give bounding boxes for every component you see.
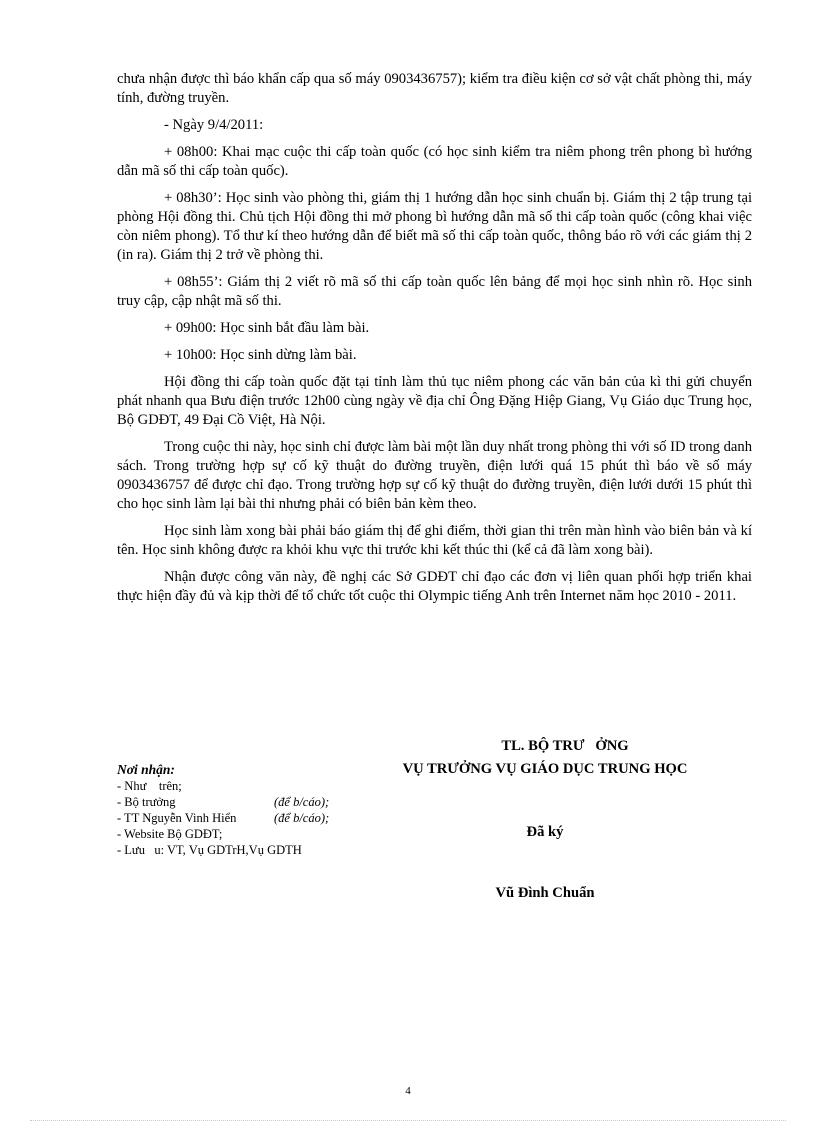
- paragraph-8: Hội đồng thi cấp toàn quốc đặt tại tỉnh làm thủ tục niêm phong các văn bản của kì thi gửi chuyển phát nhanh qua Bưu điện trước 12h00 cùng ngày về địa chỉ Ông Đặng Hiệp Giang, Vụ Giáo dục Trung học, Bộ GDĐT, 49 Đại Cồ Việt, Hà Nội.: [117, 374, 752, 428]
- signature-title: VỤ TRƯỞNG VỤ GIÁO DỤC TRUNG HỌC: [402, 761, 688, 777]
- paragraph-6: + 09h00: Học sinh bắt đầu làm bài.: [164, 320, 370, 336]
- paragraph-7: + 10h00: Học sinh dừng làm bài.: [164, 347, 357, 363]
- recipients-block: [117, 762, 367, 858]
- page-bottom-divider: [30, 1120, 786, 1121]
- recipient-item: [117, 826, 367, 842]
- paragraph-4: + 08h30’: Học sinh vào phòng thi, giám thị 1 hướng dẫn học sinh chuẩn bị. Giám thị 2 tập trung tại phòng Hội đồng thi. Chủ tịch Hội đồng thi mở phong bì hướng dẫn mã số thi cấp toàn quốc (công khai việc còn niêm phong). Tổ thư kí theo hướng dẫn để biết mã số thi cấp toàn quốc, thông báo rõ với các giám thị 2 (in ra). Giám thị 2 trở về phòng thi.: [117, 190, 752, 263]
- recipient-item: [117, 810, 367, 826]
- recipients-title: Nơi nhận:: [117, 762, 175, 777]
- recipient-label: - Lưu u: VT, Vụ GDTrH,Vụ GDTH: [117, 843, 302, 857]
- paragraph-2: - Ngày 9/4/2011:: [164, 117, 264, 133]
- document-body: [117, 70, 752, 614]
- recipient-label: - TT Nguyễn Vinh Hiển: [117, 811, 237, 825]
- recipient-item: [117, 794, 367, 810]
- recipient-note: (để b/cáo);: [274, 811, 330, 825]
- page-number: 4: [405, 1085, 411, 1097]
- paragraph-10: Học sinh làm xong bài phải báo giám thị để ghi điểm, thời gian thi trên màn hình vào biên bản và kí tên. Học sinh không được ra khỏi khu vực thi trước khi kết thúc thi (kể cả đã làm xong bài).: [117, 523, 752, 558]
- signature-authority: TL. BỘ TRƯ ỞNG: [501, 738, 629, 754]
- signer-name: Vũ Đình Chuẩn: [495, 885, 595, 901]
- paragraph-11: Nhận được công văn này, đề nghị các Sở GDĐT chỉ đạo các đơn vị liên quan phối hợp triển khai thực hiện đầy đủ và kịp thời để tổ chức tốt cuộc thi Olympic tiếng Anh trên Internet năm học 2010 - 2011.: [117, 569, 752, 604]
- recipient-item: [117, 778, 367, 794]
- recipient-label: - Website Bộ GDĐT;: [117, 827, 223, 841]
- signature-signed-mark: Đã ký: [526, 824, 564, 840]
- recipient-label: - Bộ trưởng: [117, 795, 176, 809]
- recipient-item: [117, 842, 367, 858]
- paragraph-1: chưa nhận được thì báo khẩn cấp qua số máy 0903436757); kiểm tra điều kiện cơ sở vật chất phòng thi, máy tính, đường truyền.: [117, 71, 752, 106]
- paragraph-5: + 08h55’: Giám thị 2 viết rõ mã số thi cấp toàn quốc lên bảng để mọi học sinh nhìn rõ. Học sinh truy cập, cập nhật mã số thi.: [117, 274, 752, 309]
- recipient-label: - Như trên;: [117, 779, 182, 793]
- recipient-note: (để b/cáo);: [274, 795, 330, 809]
- paragraph-3: + 08h00: Khai mạc cuộc thi cấp toàn quốc (có học sinh kiểm tra niêm phong trên phong bì hướng dẫn mã số thi cấp toàn quốc).: [117, 144, 752, 179]
- paragraph-9: Trong cuộc thi này, học sinh chỉ được làm bài một lần duy nhất trong phòng thi với số ID trong danh sách. Trong trường hợp sự cố kỹ thuật do đường truyền, điện lưới quá 15 phút thì báo về số máy 0903436757 để được chỉ đạo. Trong trường hợp sự cố kỹ thuật do đường truyền, điện lưới dưới 15 phút thì cho học sinh làm lại bài thi nhưng phải có biên bản kèm theo.: [117, 439, 752, 512]
